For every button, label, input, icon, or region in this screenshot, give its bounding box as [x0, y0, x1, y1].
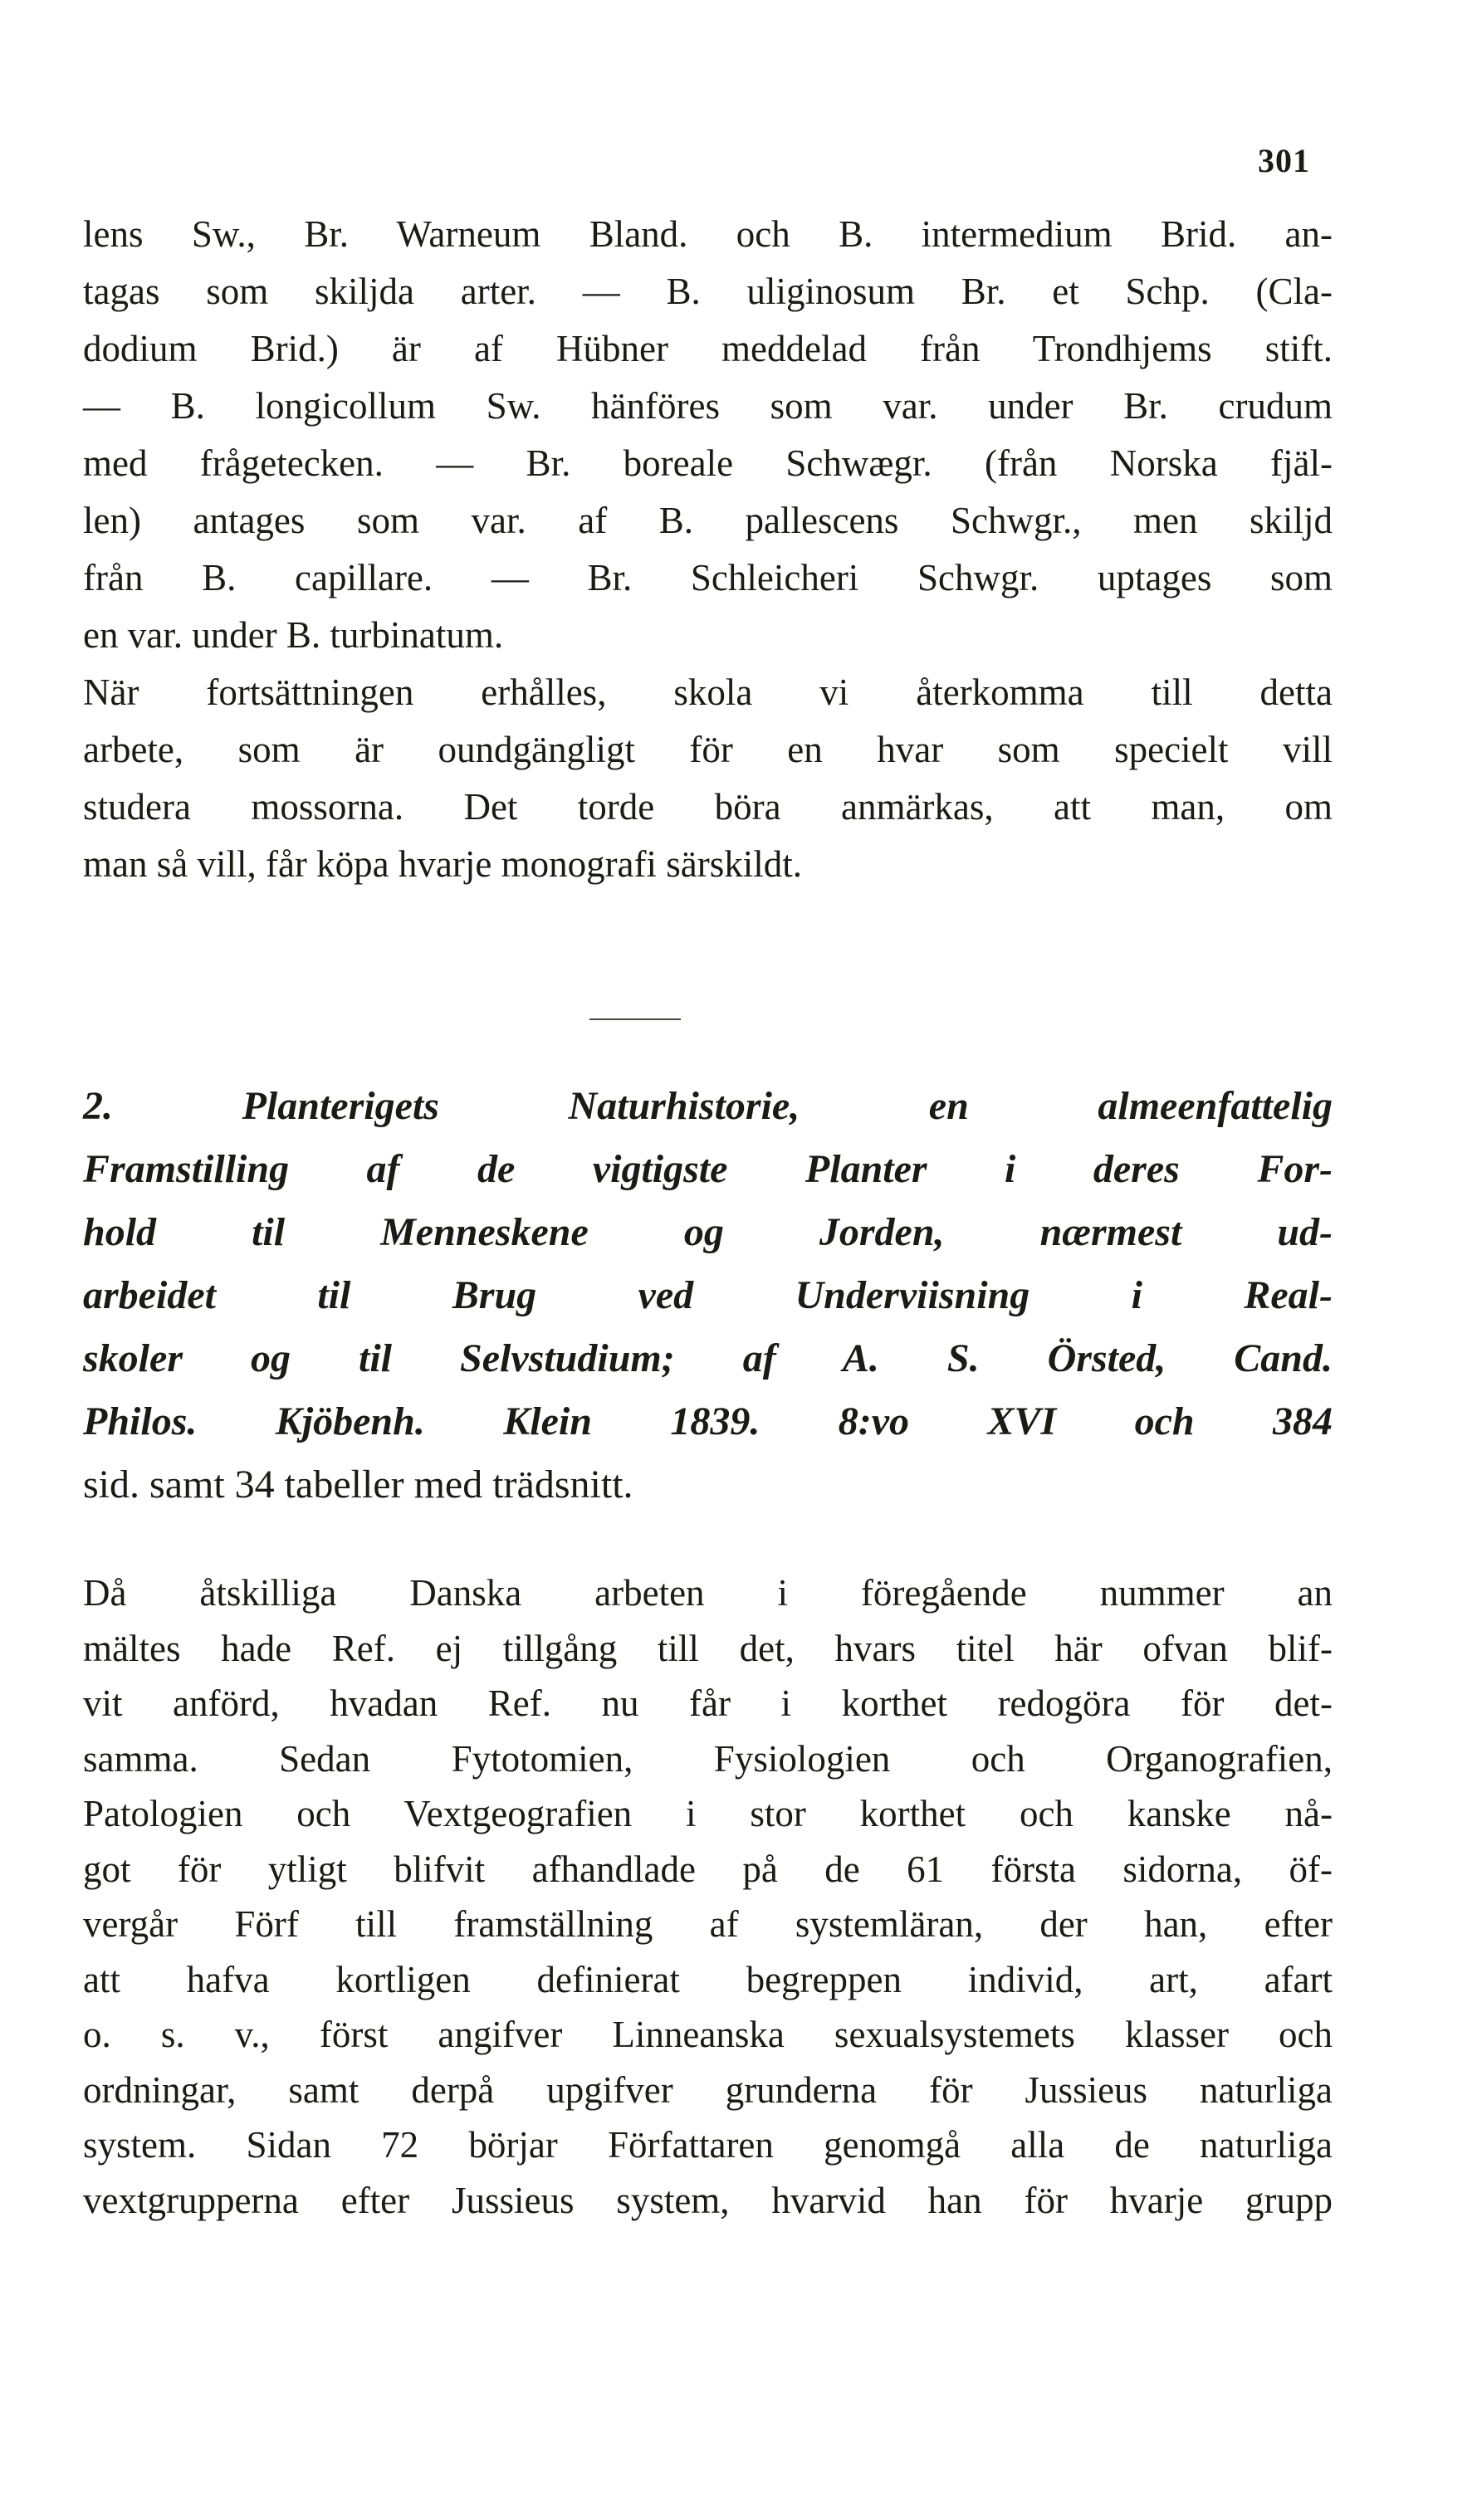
text-line: Patologien och Vextgeografien i stor korthet och kanske nå- — [83, 1793, 1333, 1834]
text-line: — B. longicollum Sw. hänföres som var. under Br. crudum — [83, 385, 1333, 427]
text-line: Då åtskilliga Danska arbeten i föregående nummer an — [83, 1572, 1333, 1614]
text-line: ordningar, samt derpå upgifver grunderna för Jussieus naturliga — [83, 2068, 1333, 2111]
heading-line: Framstilling af de vigtigste Planter i deres For- — [83, 1147, 1333, 1191]
text-line: att hafva kortligen definierat begreppen individ, art, afart — [83, 1958, 1333, 2000]
text-line: en var. under B. turbinatum. — [83, 614, 504, 656]
text-line: dodium Brid.) är af Hübner meddelad från Trondhjems stift. — [83, 328, 1333, 369]
text-line: arbete, som är oundgängligt för en hvar som specielt vill — [83, 729, 1333, 770]
text-line: system. Sidan 72 börjar Författaren genomgå alla de naturliga — [83, 2124, 1333, 2166]
paragraph-orsted-review — [83, 1565, 1333, 2228]
text-line: man så vill, får köpa hvarje monografi särskildt. — [83, 843, 803, 885]
heading-line: hold til Menneskene og Jorden, nærmest ud- — [83, 1210, 1333, 1254]
text-line: När fortsättningen erhålles, skola vi återkomma till detta — [83, 672, 1333, 713]
text-line: vit anförd, hvadan Ref. nu får i korthet redogöra för det- — [83, 1682, 1333, 1724]
paragraph-bryum-review — [83, 206, 1333, 893]
entry-heading — [83, 1075, 1333, 1516]
text-line: samma. Sedan Fytotomien, Fysiologien och Organografien, — [83, 1737, 1333, 1780]
text-line: o. s. v., först angifver Linneanska sexualsystemets klasser och — [83, 2014, 1333, 2055]
heading-line: 2. Planterigets Naturhistorie, en almeenfattelig — [83, 1084, 1333, 1128]
text-line: tagas som skiljda arter. — B. uliginosum Br. et Schp. (Cla- — [83, 271, 1333, 312]
heading-line: skoler og til Selvstudium; af A. S. Örsted, Cand. — [83, 1336, 1333, 1380]
text-line: mältes hade Ref. ej tillgång till det, hvars titel här ofvan blif- — [83, 1627, 1333, 1669]
heading-line: Philos. Kjöbenh. Klein 1839. 8:vo XVI och 384 — [83, 1399, 1333, 1443]
text-line: vextgrupperna efter Jussieus system, hvarvid han för hvarje grupp — [83, 2179, 1333, 2221]
text-line: studera mossorna. Det torde böra anmärkas, att man, om — [83, 786, 1333, 828]
text-line: got för ytligt blifvit afhandlade på de 61 första sidorna, öf- — [83, 1848, 1333, 1890]
page-number: 301 — [1258, 142, 1310, 179]
text-line: från B. capillare. — Br. Schleicheri Schwgr. uptages som — [83, 557, 1333, 598]
heading-line: arbeidet til Brug ved Underviisning i Real- — [83, 1273, 1333, 1317]
text-line: vergår Förf till framställning af systemläran, der han, efter — [83, 1903, 1333, 1945]
text-line: med frågetecken. — Br. boreale Schwægr. (från Norska fjäl- — [83, 442, 1333, 484]
text-line: lens Sw., Br. Warneum Bland. och B. intermedium Brid. an- — [83, 213, 1333, 255]
text-line: len) antages som var. af B. pallescens Schwgr., men skiljd — [83, 500, 1333, 541]
heading-line: sid. samt 34 tabeller med trädsnitt. — [83, 1463, 633, 1507]
section-divider — [589, 1018, 681, 1020]
